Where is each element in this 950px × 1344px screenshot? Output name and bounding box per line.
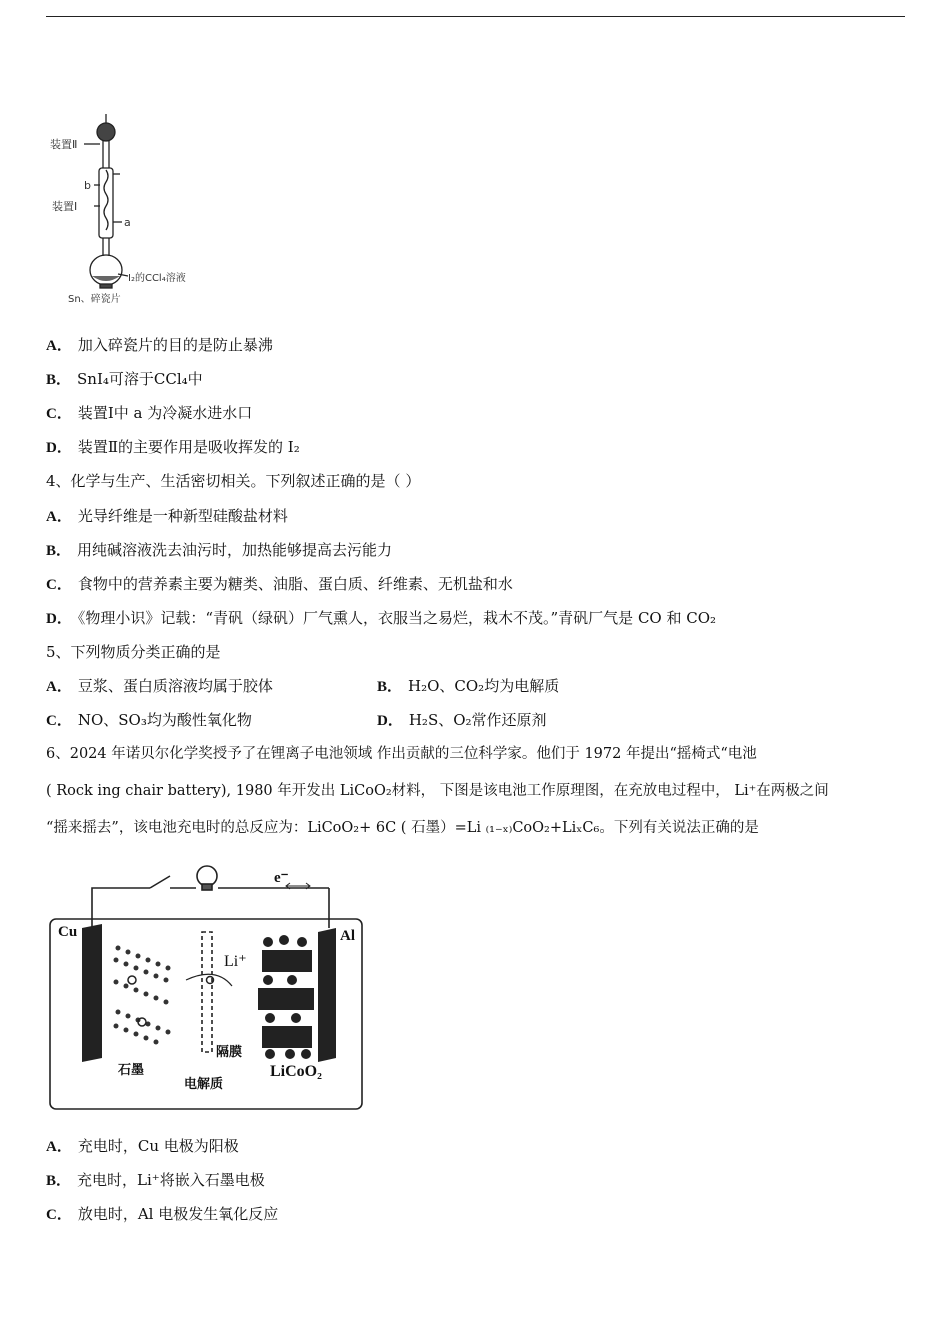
li-ion-label: Li⁺ [224,953,247,970]
apparatus-label-a: a [124,216,131,229]
q3-option-b: B． SnI₄可溶于CCl₄中 [46,370,203,388]
q5-option-c: C． NO、SO₃均为酸性氧化物 [46,711,252,729]
electrolyte-label: 电解质 [184,1077,224,1092]
q6-option-a: A． 充电时，Cu 电极为阳极 [46,1137,239,1155]
apparatus-label-b: b [84,179,91,192]
q3-option-d: D． 装置Ⅱ的主要作用是吸收挥发的 I₂ [46,438,300,456]
q3-option-a: A． 加入碎瓷片的目的是防止暴沸 [46,336,273,354]
apparatus-label-device1: 装置Ⅰ [52,200,78,213]
cu-label: Cu [58,924,78,940]
graphite-label: 石墨 [118,1063,145,1078]
electron-label: e⁻ [274,870,289,886]
apparatus-label-device2: 装置Ⅱ [50,138,78,151]
apparatus-label-bottom: Sn、碎瓷片 [68,294,121,305]
q4-option-a: A． 光导纤维是一种新型硅酸盐材料 [46,507,288,525]
q5-option-a: A． 豆浆、蛋白质溶液均属于胶体 [46,677,273,695]
q4-stem: 4、化学与生产、生活密切相关。下列叙述正确的是（ ） [46,472,421,490]
q4-option-b: B． 用纯碱溶液洗去油污时，加热能够提高去污能力 [46,541,393,559]
apparatus-figure [44,108,214,313]
apparatus-label-solution: I₂的CCl₄溶液 [128,273,186,284]
q4-option-d: D． 《物理小识》记载：“青矾（绿矾）厂气熏人，衣服当之易烂，栽木不茂。”青矾厂气是 CO 和 CO₂ [46,609,717,627]
battery-figure [46,862,368,1114]
al-label: Al [340,928,355,944]
q6-stem-line1: 6、2024 年诺贝尔化学奖授予了在锂离子电池领域 作出贡献的三位科学家。他们于 1972 年提出“摇椅式“电池 [46,746,757,762]
q6-stem-line3: “摇来摇去”，该电池充电时的总反应为：LiCoO₂+ 6C ( 石墨）=Li ₍₁₋ₓ₎CoO₂+LiₓC₆。下列有关说法正确的是 [46,820,759,836]
q6-stem-line2: ( Rock ing chair battery), 1980 年开发出 LiCoO₂材料， 下图是该电池工作原理图，在充放电过程中， Li⁺在两极之间 [46,783,829,799]
cathode-material-label: LiCoO₂ [270,1063,322,1080]
q6-option-b: B． 充电时，Li⁺将嵌入石墨电极 [46,1171,265,1189]
separator-label: 隔膜 [216,1045,243,1060]
cu-electrode [82,924,102,1062]
q6-option-c: C． 放电时，Al 电极发生氧化反应 [46,1205,279,1223]
q4-option-c: C． 食物中的营养素主要为糖类、油脂、蛋白质、纤维素、无机盐和水 [46,575,513,593]
q5-option-d: D． H₂S、O₂常作还原剂 [377,711,547,729]
q5-option-b: B． H₂O、CO₂均为电解质 [377,677,560,695]
q5-stem: 5、下列物质分类正确的是 [46,643,221,661]
al-electrode [318,928,336,1062]
header-rule [46,16,905,17]
q3-option-c: C． 装置Ⅰ中 a 为冷凝水进水口 [46,404,253,422]
